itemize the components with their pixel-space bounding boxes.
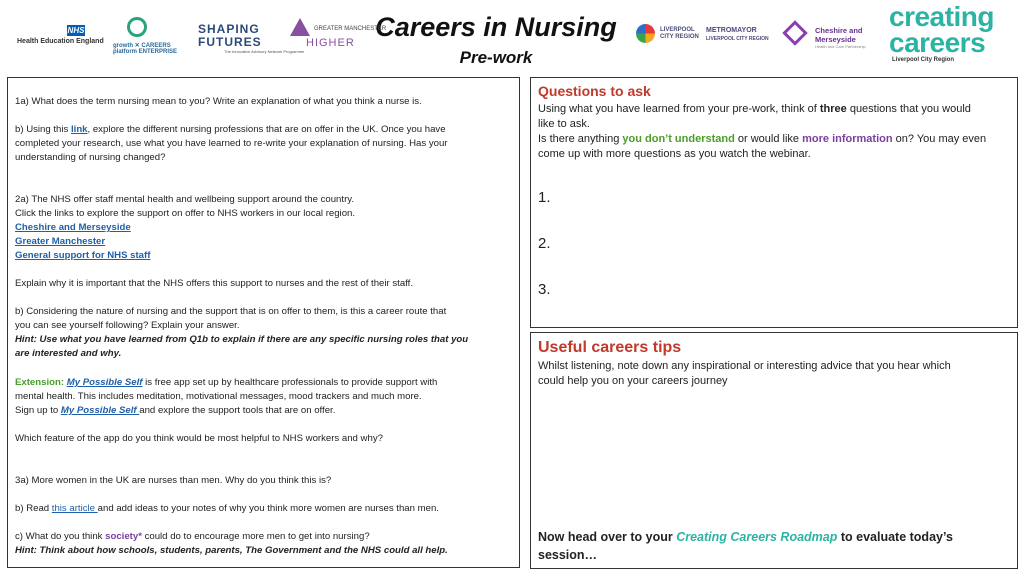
page-title: Careers in Nursing: [375, 12, 617, 42]
extension-question: Which feature of the app do you think would be most helpful to NHS workers and why?: [15, 433, 383, 444]
question-1b: b) Using this link, explore the different nursing professions that are on offer in the UK. Once you have completed your research, use what you have learned to re-write your explanation of nursing. Has your understanding of nursing changed?: [15, 124, 448, 163]
lcr-logo-icon: [636, 24, 655, 43]
nursing-professions-link[interactable]: link: [70, 124, 88, 135]
question-3c: c) What do you think society* could do to encourage more men to get into nursing? Hint: Think about how schools, students, parents, The Government and the NHS could all help.: [15, 531, 448, 556]
gm-higher-logo: HIGHER: [306, 37, 355, 49]
growth-platform-logo-icon: [127, 17, 147, 37]
growth-platform-logo-text-2: platform ENTERPRISE: [113, 49, 178, 55]
question-1a: 1a) What does the term nursing mean to you? Write an explanation of what you think a nurse is.: [15, 96, 422, 107]
gm-higher-logo-text: GREATER MANCHESTER: [314, 26, 387, 32]
tips-instructions: Whilst listening, note down any inspirational or interesting advice that you hear which could help you on your careers journey: [538, 360, 951, 387]
questions-heading: Questions to ask: [538, 83, 651, 99]
nhs-logo: NHS: [67, 26, 85, 35]
shaping-futures-logo-2: FUTURES: [198, 35, 262, 49]
creating-careers-logo-2: careers: [889, 27, 986, 58]
gm-higher-logo-icon: [290, 18, 310, 36]
page-subtitle: Pre-work: [459, 48, 533, 67]
shaping-futures-logo-tagline: The Innovative Advisory Network Programme: [224, 49, 305, 54]
extension-task: Extension: My Possible Self is free app set up by healthcare professionals to provide support with mental health. This includes meditation, motivational messages, mood trackers and much more. Sign up to My Possible Self and explore the support tools that are on offer.: [15, 377, 438, 416]
careers-tips-panel: [530, 332, 1018, 569]
question-3a: 3a) More women in the UK are nurses than men. Why do you think this is?: [15, 475, 332, 486]
metromayor-logo: METROMAYOR LIVERPOOL CITY REGION: [706, 27, 769, 42]
question-2a: 2a) The NHS offer staff mental health and wellbeing support around the country. Click the links to explore the support on offer to NHS workers in our local region. Cheshire and Merseyside Greater Manchester General support for NHS staff: [15, 194, 356, 261]
cheshire-merseyside-link[interactable]: Cheshire and Merseyside: [15, 222, 131, 233]
question-number-3: 3.: [538, 281, 551, 298]
creating-careers-roadmap-link[interactable]: Creating Careers Roadmap: [676, 530, 838, 544]
growth-platform-logo-text: growth ✕ CAREERS: [113, 43, 171, 49]
questions-instructions: Using what you have learned from your pre-work, think of three questions that you would like to ask. Is there anything you don’t understand or would like more information on? You may even come up with more questions as you watch the webinar.: [538, 103, 987, 160]
question-2a-explain: Explain why it is important that the NHS offers this support to nurses and the rest of their staff.: [15, 278, 413, 289]
shaping-futures-logo: SHAPING: [198, 22, 260, 36]
greater-manchester-link[interactable]: Greater Manchester: [15, 236, 106, 247]
lcr-logo-text: LIVERPOOL CITY REGION: [660, 27, 699, 40]
roadmap-callout: Now head over to your Creating Careers Roadmap to evaluate today’s session…: [538, 530, 953, 562]
creating-careers-logo: creating: [889, 1, 994, 32]
tips-heading: Useful careers tips: [538, 339, 682, 356]
creating-careers-logo-tagline: Liverpool City Region: [892, 57, 955, 63]
question-number-2: 2.: [538, 235, 551, 252]
prework-questions-panel: [7, 77, 520, 568]
my-possible-self-signup-link[interactable]: My Possible Self: [60, 405, 140, 416]
question-number-1: 1.: [538, 189, 551, 206]
cheshire-merseyside-logo: Cheshire and: [815, 26, 863, 35]
general-nhs-support-link[interactable]: General support for NHS staff: [15, 250, 151, 261]
cheshire-merseyside-logo-2: Merseyside: [815, 35, 856, 44]
question-2b: b) Considering the nature of nursing and the support that is on offer to them, is this a career route that you can see yourself following? Explain your answer. Hint: Use what you have learned from Q1b to explain if there are any specific nursing roles that you are interested and why.: [15, 306, 469, 359]
my-possible-self-link[interactable]: My Possible Self: [66, 377, 143, 388]
nhs-logo-text: Health Education England: [17, 38, 104, 45]
cheshire-merseyside-logo-tagline: Health and Care Partnership: [815, 44, 866, 49]
question-3b: b) Read this article and add ideas to your notes of why you think more women are nurses than men.: [15, 503, 439, 514]
questions-to-ask-panel: [530, 77, 1018, 328]
article-link[interactable]: this article: [51, 503, 98, 514]
